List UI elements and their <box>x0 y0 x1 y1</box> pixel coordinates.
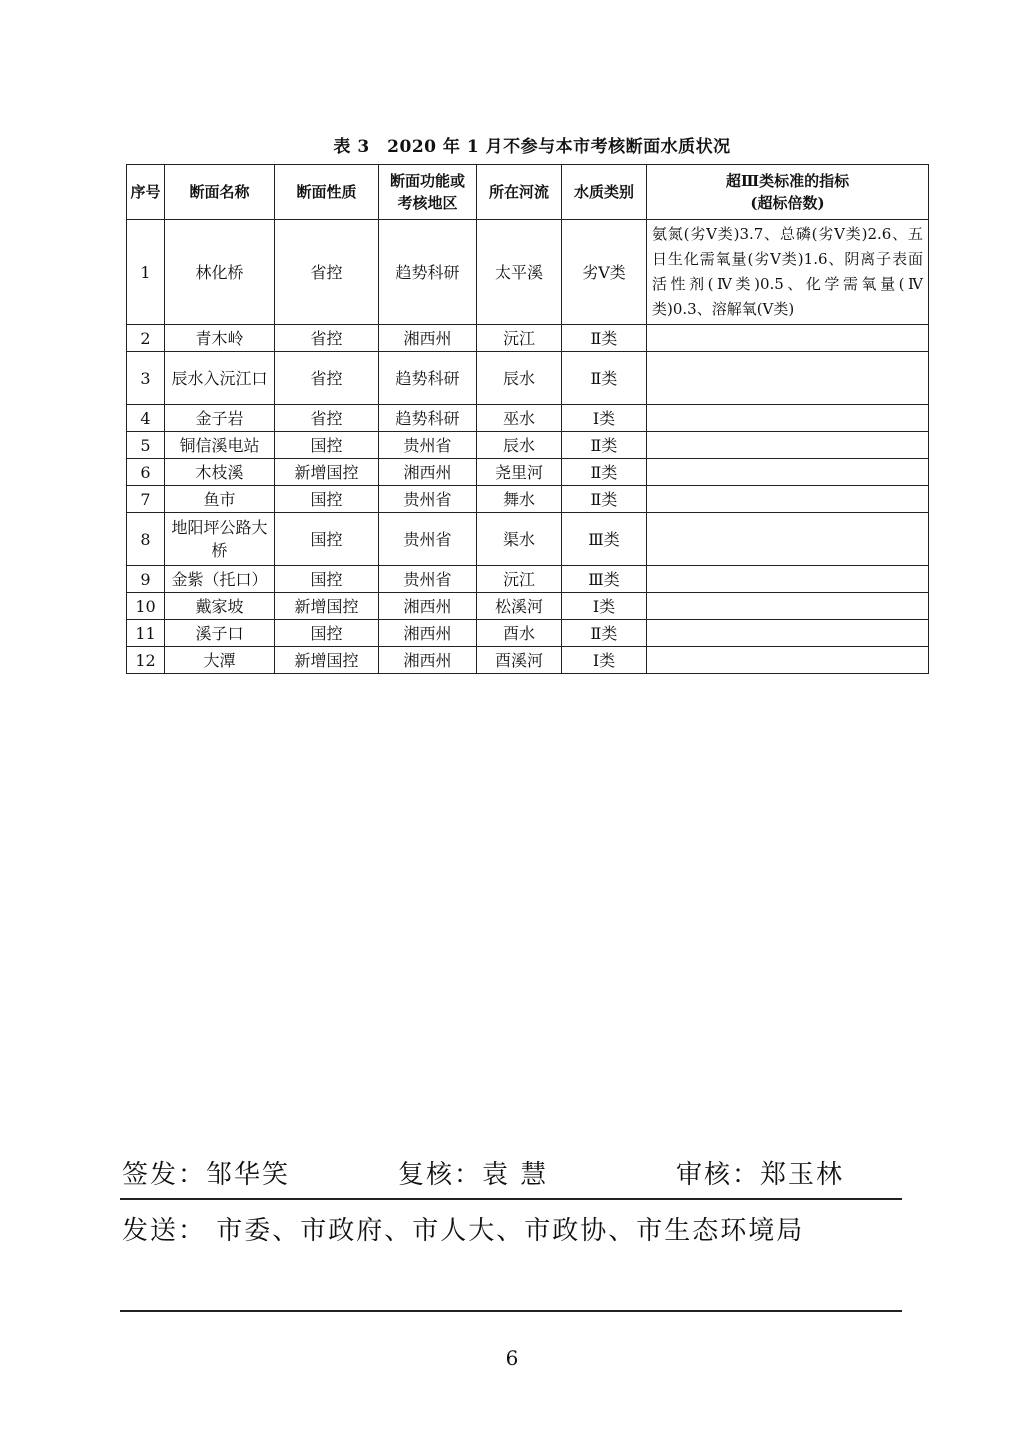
table-row <box>127 325 929 352</box>
cell-river: 太平溪 <box>477 220 562 325</box>
cell-class: Ⅱ类 <box>562 432 647 459</box>
divider-top <box>120 1198 902 1200</box>
water-quality-table <box>126 164 929 674</box>
cell-indicators <box>647 620 929 647</box>
cell-river: 辰水 <box>477 432 562 459</box>
cell-seq: 5 <box>127 432 165 459</box>
cell-function: 趋势科研 <box>379 405 477 432</box>
header-indicators-line2: (超标倍数) <box>750 194 825 212</box>
issuer-signature: 签发：邹华笑 <box>122 1160 291 1190</box>
cell-class: Ⅲ类 <box>562 513 647 566</box>
cell-indicators <box>647 432 929 459</box>
cell-class: Ⅰ类 <box>562 405 647 432</box>
cell-nature: 新增国控 <box>275 593 379 620</box>
cell-function: 湘西州 <box>379 647 477 674</box>
cell-nature: 国控 <box>275 432 379 459</box>
cell-indicators <box>647 566 929 593</box>
cell-river: 松溪河 <box>477 593 562 620</box>
cell-name: 辰水入沅江口 <box>165 352 275 405</box>
cell-seq: 12 <box>127 647 165 674</box>
cell-function: 湘西州 <box>379 325 477 352</box>
cell-nature: 国控 <box>275 513 379 566</box>
cell-indicators <box>647 647 929 674</box>
cell-class: Ⅱ类 <box>562 325 647 352</box>
cell-class: Ⅰ类 <box>562 593 647 620</box>
cell-name: 金紫（托口） <box>165 566 275 593</box>
cell-function: 湘西州 <box>379 593 477 620</box>
cell-indicators <box>647 352 929 405</box>
cell-river: 辰水 <box>477 352 562 405</box>
cell-name: 青木岭 <box>165 325 275 352</box>
header-function-line1: 断面功能或 <box>389 172 465 190</box>
auditor-signature: 审核：郑玉林 <box>676 1160 845 1190</box>
cell-name: 金子岩 <box>165 405 275 432</box>
header-name: 断面名称 <box>165 165 275 220</box>
distribution-list: 发送： 市委、市政府、市人大、市政协、市生态环境局 <box>122 1216 805 1246</box>
cell-seq: 9 <box>127 566 165 593</box>
cell-class: 劣Ⅴ类 <box>562 220 647 325</box>
cell-class: Ⅱ类 <box>562 620 647 647</box>
table-row <box>127 220 929 325</box>
cell-function: 贵州省 <box>379 432 477 459</box>
cell-function: 趋势科研 <box>379 220 477 325</box>
header-river: 所在河流 <box>477 165 562 220</box>
header-indicators <box>647 165 929 220</box>
table-row <box>127 593 929 620</box>
table-header-row <box>127 165 929 220</box>
cell-seq: 1 <box>127 220 165 325</box>
header-class: 水质类别 <box>562 165 647 220</box>
cell-seq: 4 <box>127 405 165 432</box>
cell-river: 沅江 <box>477 325 562 352</box>
header-function-line2: 考核地区 <box>397 194 458 212</box>
cell-seq: 7 <box>127 486 165 513</box>
cell-nature: 省控 <box>275 325 379 352</box>
table-row <box>127 352 929 405</box>
header-function <box>379 165 477 220</box>
cell-name: 大潭 <box>165 647 275 674</box>
reviewer-signature: 复核：袁 慧 <box>398 1160 549 1190</box>
cell-nature: 新增国控 <box>275 459 379 486</box>
divider-bottom <box>120 1310 902 1312</box>
cell-nature: 国控 <box>275 620 379 647</box>
cell-seq: 2 <box>127 325 165 352</box>
table-row <box>127 459 929 486</box>
cell-name: 鱼市 <box>165 486 275 513</box>
page-number: 6 <box>505 1346 519 1370</box>
cell-indicators <box>647 486 929 513</box>
cell-class: Ⅱ类 <box>562 459 647 486</box>
cell-class: Ⅰ类 <box>562 647 647 674</box>
cell-name: 戴家坡 <box>165 593 275 620</box>
table-row <box>127 405 929 432</box>
cell-indicators <box>647 459 929 486</box>
cell-river: 酉水 <box>477 620 562 647</box>
cell-name: 地阳坪公路大桥 <box>165 513 275 566</box>
cell-seq: 10 <box>127 593 165 620</box>
header-indicators-line1: 超Ⅲ类标准的指标 <box>725 172 850 190</box>
cell-river: 酉溪河 <box>477 647 562 674</box>
cell-name: 溪子口 <box>165 620 275 647</box>
cell-function: 贵州省 <box>379 513 477 566</box>
cell-river: 沅江 <box>477 566 562 593</box>
cell-nature: 省控 <box>275 352 379 405</box>
cell-seq: 11 <box>127 620 165 647</box>
table-caption: 表 3 2020 年 1 月不参与本市考核断面水质状况 <box>333 137 731 157</box>
cell-nature: 省控 <box>275 405 379 432</box>
cell-indicators <box>647 593 929 620</box>
cell-name: 林化桥 <box>165 220 275 325</box>
cell-nature: 省控 <box>275 220 379 325</box>
cell-seq: 6 <box>127 459 165 486</box>
cell-class: Ⅱ类 <box>562 486 647 513</box>
cell-indicators: 氨氮(劣Ⅴ类)3.7、总磷(劣Ⅴ类)2.6、五日生化需氧量(劣Ⅴ类)1.6、阴离子表面活性剂(Ⅳ类)0.5、化学需氧量(Ⅳ类)0.3、溶解氧(Ⅴ类) <box>647 220 929 325</box>
cell-seq: 3 <box>127 352 165 405</box>
table-row <box>127 647 929 674</box>
cell-function: 湘西州 <box>379 459 477 486</box>
cell-function: 贵州省 <box>379 486 477 513</box>
cell-river: 舞水 <box>477 486 562 513</box>
cell-river: 尧里河 <box>477 459 562 486</box>
table-row <box>127 566 929 593</box>
table-row <box>127 486 929 513</box>
cell-function: 贵州省 <box>379 566 477 593</box>
cell-indicators <box>647 513 929 566</box>
cell-class: Ⅱ类 <box>562 352 647 405</box>
cell-function: 湘西州 <box>379 620 477 647</box>
cell-seq: 8 <box>127 513 165 566</box>
cell-river: 渠水 <box>477 513 562 566</box>
cell-indicators <box>647 325 929 352</box>
table-row <box>127 432 929 459</box>
cell-name: 木枝溪 <box>165 459 275 486</box>
cell-name: 铜信溪电站 <box>165 432 275 459</box>
table-row <box>127 620 929 647</box>
cell-function: 趋势科研 <box>379 352 477 405</box>
cell-river: 巫水 <box>477 405 562 432</box>
cell-nature: 国控 <box>275 486 379 513</box>
cell-nature: 新增国控 <box>275 647 379 674</box>
cell-nature: 国控 <box>275 566 379 593</box>
header-seq: 序号 <box>127 165 165 220</box>
cell-indicators <box>647 405 929 432</box>
header-nature: 断面性质 <box>275 165 379 220</box>
cell-class: Ⅲ类 <box>562 566 647 593</box>
table-row <box>127 513 929 566</box>
